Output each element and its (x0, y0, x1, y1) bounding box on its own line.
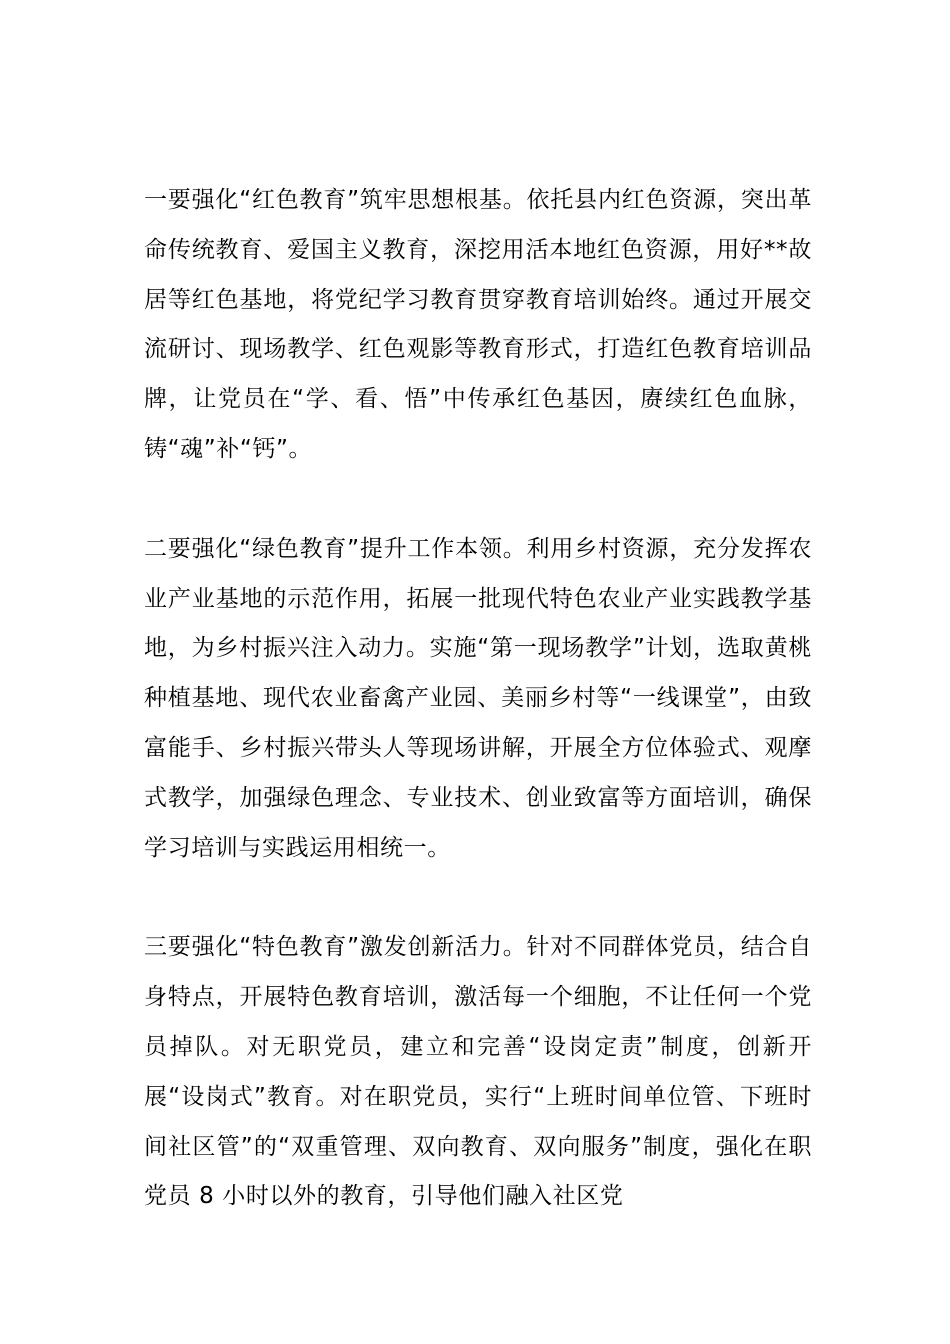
paragraph-green-education: 二要强化“绿色教育”提升工作本领。利用乡村资源，充分发挥农业产业基地的示范作用，拓展一批现代特色农业产业实践教学基地，为乡村振兴注入动力。实施“第一现场教学”计划，选取黄桃种植基地、现代农业畜禽产业园、美丽乡村等“一线课堂”，由致富能手、乡村振兴带头人等现场讲解，开展全方位体验式、观摩式教学，加强绿色理念、专业技术、创业致富等方面培训，确保学习培训与实践运用相统一。 (144, 535, 812, 861)
document-body (144, 176, 812, 1222)
paragraph-red-education: 一要强化“红色教育”筑牢思想根基。依托县内红色资源，突出革命传统教育、爱国主义教育，深挖用活本地红色资源，用好**故居等红色基地，将党纪学习教育贯穿教育培训始终。通过开展交流研讨、现场教学、红色观影等教育形式，打造红色教育培训品牌，让党员在“学、看、悟”中传承红色基因，赓续红色血脉，铸“魂”补“钙”。 (144, 187, 812, 462)
paragraph-special-education: 三要强化“特色教育”激发创新活力。针对不同群体党员，结合自身特点，开展特色教育培训，激活每一个细胞，不让任何一个党员掉队。对无职党员，建立和完善“设岗定责”制度，创新开展“设岗式”教育。对在职党员，实行“上班时间单位管、下班时间社区管”的“双重管理、双向教育、双向服务”制度，强化在职党员 8 小时以外的教育，引导他们融入社区党 (144, 934, 812, 1210)
